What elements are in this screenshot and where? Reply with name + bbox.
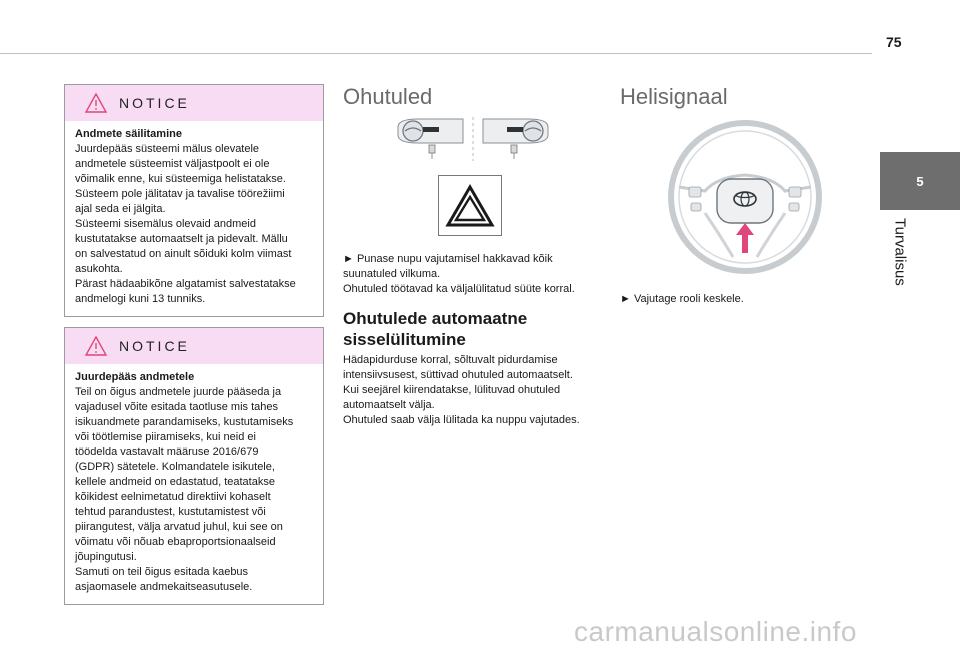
section-title-auto-hazard <box>343 308 527 350</box>
notice-heading: Andmete säilitamine <box>75 128 182 140</box>
auto-hazard-line: automaatselt välja. <box>343 399 435 411</box>
notice-line: andmetele süsteemist väljastpoolt ei ole <box>75 158 270 170</box>
chapter-label: Turvalisus <box>891 218 909 286</box>
notice-line: jõupingutusi. <box>75 551 137 563</box>
warning-icon <box>85 336 107 356</box>
auto-hazard-title-line: sisselülitumine <box>343 330 466 349</box>
section-title-hazard: Ohutuled <box>343 84 433 109</box>
header-divider <box>0 53 872 54</box>
notice-line: (GDPR) sätetele. Kolmandatele isikutele, <box>75 461 275 473</box>
notice-line: kõikidest eelnimetatud direktiivi kohaselt <box>75 491 271 503</box>
hazard-line: ► Punase nupu vajutamisel hakkavad kõik <box>343 253 553 265</box>
notice-line: asukohta. <box>75 263 123 275</box>
notice-line: asjaomasele andmekaitseasutusele. <box>75 581 253 593</box>
auto-hazard-line: Hädapidurduse korral, sõltuvalt pidurdamise <box>343 354 558 366</box>
notice-box-data-access <box>64 327 324 605</box>
notice-title: NOTICE <box>119 95 190 111</box>
notice-body <box>65 364 323 603</box>
page-number: 75 <box>886 34 902 50</box>
warning-icon <box>85 93 107 113</box>
auto-hazard-line: intensiivsusest, süttivad ohutuled automaatselt. <box>343 369 573 381</box>
chapter-tab[interactable]: 5 <box>880 152 960 210</box>
notice-line: Samuti on teil õigus esitada kaebus <box>75 566 249 578</box>
hazard-text <box>343 252 608 297</box>
notice-line: on salvestatud on ainult sõiduki kolm viimast <box>75 248 292 260</box>
hazard-line: Ohutuled töötavad ka väljalülitatud süüte korral. <box>343 283 575 295</box>
notice-line: kustutatakse automaatselt ja pidevalt. Mällu <box>75 233 288 245</box>
notice-line: töödelda vastavalt määruse 2016/679 <box>75 446 259 458</box>
auto-hazard-line: Ohutuled saab välja lülitada ka nuppu vajutades. <box>343 414 580 426</box>
notice-line: võimatu või nõuab ebaproportsionaalseid <box>75 536 276 548</box>
notice-line: kellele andmeid on edastatud, teatatakse <box>75 476 275 488</box>
auto-hazard-text <box>343 353 608 428</box>
notice-line: Pärast hädaabikõne algatamist salvestatakse <box>75 278 296 290</box>
notice-line: või töötlemise piiramiseks, kui neid ei <box>75 431 256 443</box>
notice-line: isikuandmete parandamiseks, kustutamiseks <box>75 416 294 428</box>
hazard-switch-location-illustration <box>393 115 553 165</box>
notice-line: Süsteemi sisemälus olevaid andmeid <box>75 218 256 230</box>
auto-hazard-line: Kui seejärel kiirendatakse, lülituvad ohutuled <box>343 384 561 396</box>
notice-line: piirangutest, välja arvatud juhul, kui see on <box>75 521 283 533</box>
notice-line: vajadusel võite esitada taotluse mis tahes <box>75 401 279 413</box>
notice-line: Süsteem pole jälitatav ja tavalise töörežiimi <box>75 188 285 200</box>
steering-wheel-illustration <box>665 117 825 277</box>
notice-header <box>65 85 323 121</box>
notice-heading: Juurdepääs andmetele <box>75 371 195 383</box>
hazard-line: suunatuled vilkuma. <box>343 268 441 280</box>
notice-line: Juurdepääs süsteemi mälus olevatele <box>75 143 260 155</box>
notice-box-data-storage <box>64 84 324 317</box>
notice-header <box>65 328 323 364</box>
horn-instruction: ► Vajutage rooli keskele. <box>620 293 744 305</box>
notice-line: ajal seda ei jälgita. <box>75 203 166 215</box>
notice-line: Teil on õigus andmetele juurde pääseda ja <box>75 386 282 398</box>
watermark: carmanualsonline.info <box>574 616 857 647</box>
auto-hazard-title-line: Ohutulede automaatne <box>343 309 528 328</box>
notice-line: andmelogi kuni 13 tunniks. <box>75 293 206 305</box>
section-title-horn: Helisignaal <box>620 84 728 109</box>
notice-line: võimalik enne, kui süsteemiga helistatakse. <box>75 173 286 185</box>
notice-title: NOTICE <box>119 338 190 354</box>
notice-line: tehtud parandustest, kustutamistest või <box>75 506 266 518</box>
notice-body <box>65 121 323 315</box>
hazard-warning-button-icon <box>438 175 502 236</box>
